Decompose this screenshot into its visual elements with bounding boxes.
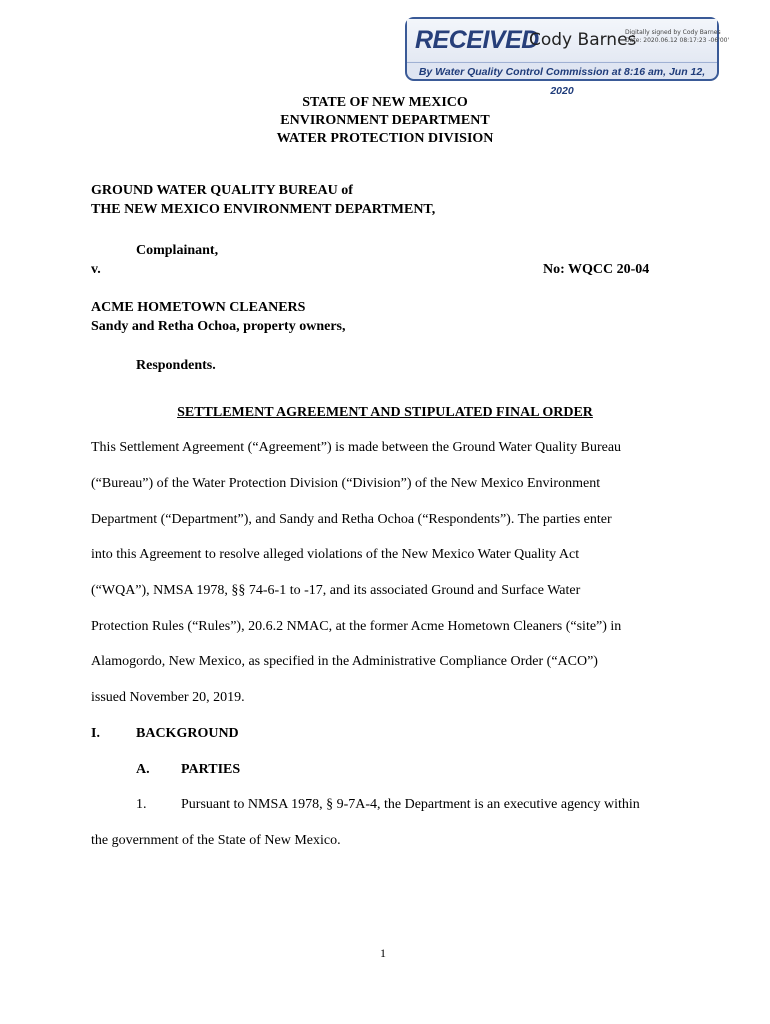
intro-line: Alamogordo, New Mexico, as specified in the Administrative Compliance Order (“ACO”) <box>91 654 598 669</box>
complainant-role: Complainant, <box>136 243 219 258</box>
complainant-line-1: GROUND WATER QUALITY BUREAU of <box>91 183 353 198</box>
stamp-digital-line-2: Date: 2020.06.12 08:17:23 -06'00' <box>625 37 730 44</box>
intro-line: issued November 20, 2019. <box>91 690 245 705</box>
respondent-line-1: ACME HOMETOWN CLEANERS <box>91 300 306 315</box>
subsection-letter: A. <box>136 762 150 777</box>
intro-line: Department (“Department”), and Sandy and Retha Ochoa (“Respondents”). The parties enter <box>91 512 612 527</box>
intro-line: This Settlement Agreement (“Agreement”) is made between the Ground Water Quality Bureau <box>91 440 622 455</box>
stamp-received-label: RECEIVED <box>415 26 539 54</box>
intro-line: into this Agreement to resolve alleged violations of the New Mexico Water Quality Act <box>91 547 580 562</box>
paragraph-number: 1. <box>136 797 147 812</box>
page-number: 1 <box>380 946 386 960</box>
respondent-line-2: Sandy and Retha Ochoa, property owners, <box>91 319 346 334</box>
intro-line: Protection Rules (“Rules”), 20.6.2 NMAC, at the former Acme Hometown Cleaners (“site”) in <box>91 619 622 634</box>
subsection-heading: PARTIES <box>181 762 241 777</box>
header-division: WATER PROTECTION DIVISION <box>276 131 494 146</box>
intro-line: (“WQA”), NMSA 1978, §§ 74-6-1 to -17, and its associated Ground and Surface Water <box>91 583 581 598</box>
section-number: I. <box>91 726 100 741</box>
versus: v. <box>91 262 101 277</box>
section-heading: BACKGROUND <box>136 726 239 741</box>
stamp-by-line: By Water Quality Control Commission at 8:16 am, Jun 12, 2020 <box>407 62 717 82</box>
stamp-signer-name: Cody Barnes <box>529 30 637 50</box>
paragraph-line-1: Pursuant to NMSA 1978, § 9-7A-4, the Department is an executive agency within <box>181 797 640 812</box>
stamp-digital-signature <box>625 29 729 45</box>
stamp-digital-line-1: Digitally signed by Cody Barnes <box>625 29 721 36</box>
case-number: No: WQCC 20-04 <box>543 262 650 277</box>
complainant-line-2: THE NEW MEXICO ENVIRONMENT DEPARTMENT, <box>91 202 436 217</box>
document-title: SETTLEMENT AGREEMENT AND STIPULATED FINAL ORDER <box>177 405 593 420</box>
received-stamp <box>405 17 730 97</box>
paragraph-line-2: the government of the State of New Mexico. <box>91 833 341 848</box>
respondent-role: Respondents. <box>136 358 216 373</box>
intro-line: (“Bureau”) of the Water Protection Division (“Division”) of the New Mexico Environment <box>91 476 601 491</box>
header-state: STATE OF NEW MEXICO <box>302 95 468 110</box>
header-department: ENVIRONMENT DEPARTMENT <box>280 113 490 128</box>
